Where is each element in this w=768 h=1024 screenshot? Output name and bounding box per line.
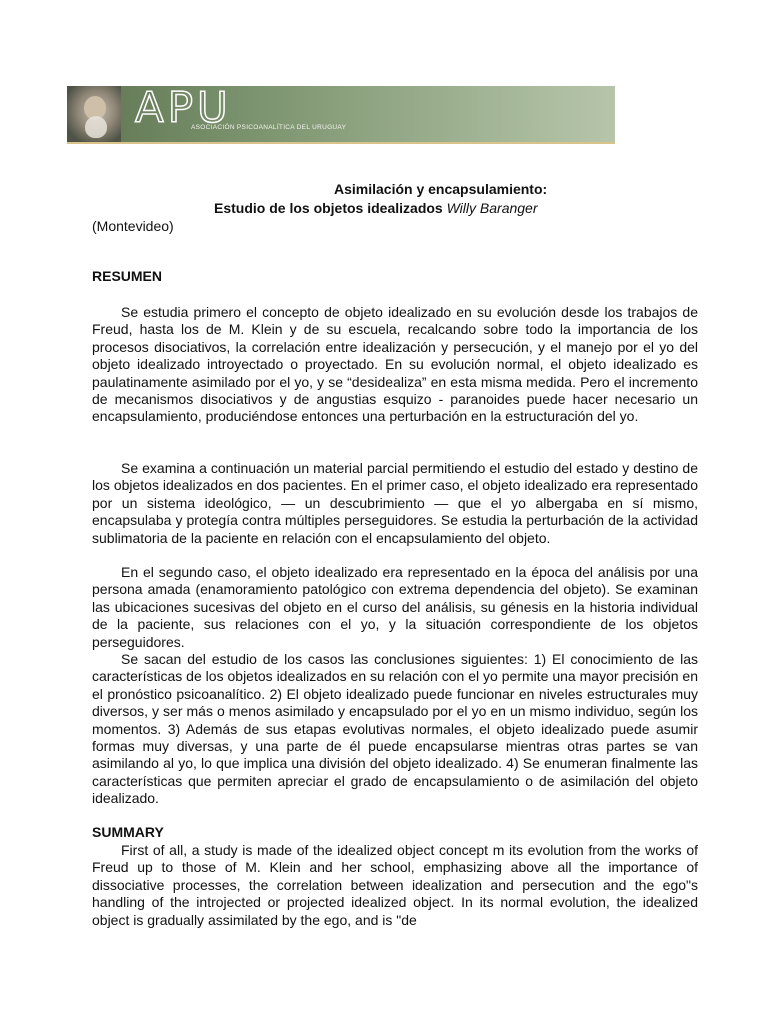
- resumen-paragraph-1: Se estudia primero el concepto de objeto idealizado en su evolución desde los trabajos de Freud, hasta los de M. Klein y de su escuela, recalcando sobre todo la importancia de los procesos disociativos, la correlación entre idealización y persecución, y el manejo por el yo del objeto idealizado introyectado o proyectado. En su evolución normal, el objeto idealizado es paulatinamente asimilado por el yo, y se “desidealiza” en esta misma medida. Pero el incremento de mecanismos disociativos y de angustias esquizo - paranoides puede hacer necesario un encapsulamiento, produciéndose entonces una perturbación en la estructuración del yo.: [92, 304, 698, 425]
- resumen-paragraph-3: En el segundo caso, el objeto idealizado era representado en la época del análisis por una persona amada (enamoramiento patológico con extrema dependencia del objeto). Se examinan las ubicaciones sucesivas del objeto en el curso del análisis, su génesis en la historia individual de la paciente, sus relaciones con el yo, y la situación correspondiente de los objetos perseguidores.: [92, 564, 698, 650]
- article-title-line1: Asimilación y encapsulamiento:: [334, 181, 548, 197]
- article-subtitle: Estudio de los objetos idealizados: [214, 200, 443, 216]
- summary-heading: SUMMARY: [92, 824, 164, 840]
- resumen-heading: RESUMEN: [92, 268, 163, 284]
- article-title-line2: [214, 200, 538, 216]
- founder-portrait: [67, 86, 121, 142]
- summary-paragraph-1: First of all, a study is made of the idealized object concept m its evolution from the works of Freud up to those of M. Klein and her school, emphasizing above all the importance of dissociative processes, the correlation between idealization and persecution and the ego"s handling of the introjected or projected idealized object. In its normal evolution, the idealized object is gradually assimilated by the ego, and is "de: [92, 842, 698, 928]
- header-banner: [67, 86, 615, 144]
- author-name: Willy Baranger: [446, 200, 538, 216]
- author-location: (Montevideo): [92, 218, 174, 234]
- resumen-paragraph-4: Se sacan del estudio de los casos las conclusiones siguientes: 1) El conocimiento de las características de los objetos idealizados en su relación con el yo permite una mayor precisión en el pronóstico psicoanalítico. 2) El objeto idealizado puede funcionar en niveles estructurales muy diversos, y ser más o menos asimilado y encapsulado por el yo en un mismo individuo, según los momentos. 3) Además de sus etapas evolutivas normales, el objeto idealizado puede asumir formas muy diversas, y una parte de él puede encapsularse mientras otras partes se van asimilando al yo, lo que implica una división del objeto idealizado. 4) Se enumeran finalmente las características que permiten apreciar el grado de encapsulamiento o de asimilación del objeto idealizado.: [92, 651, 698, 807]
- association-name: ASOCIACIÓN PSICOANALÍTICA DEL URUGUAY: [191, 124, 347, 131]
- portrait-beard: [85, 116, 107, 138]
- resumen-paragraph-2: Se examina a continuación un material parcial permitiendo el estudio del estado y destino de los objetos idealizados en dos pacientes. En el primer caso, el objeto idealizado era representado por un sistema ideológico, — un descubrimiento — que el yo albergaba en sí mismo, encapsulaba y protegía contra múltiples perseguidores. Se estudia la perturbación de la actividad sublimatoria de la paciente en relación con el encapsulamiento del objeto.: [92, 460, 698, 546]
- apu-logo: APU: [135, 86, 232, 132]
